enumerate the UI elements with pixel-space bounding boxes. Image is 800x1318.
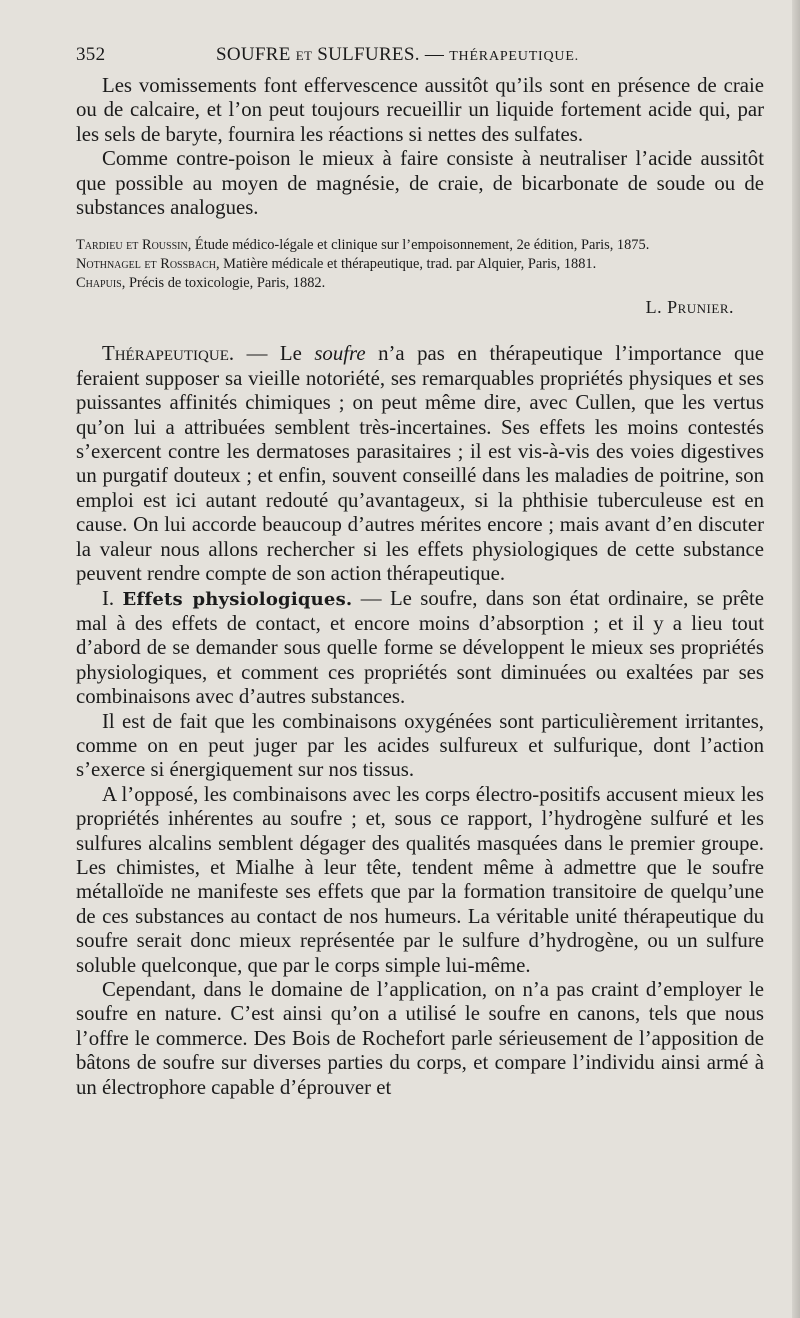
- paragraph: Il est de fait que les combinaisons oxygénées sont particulièrement irritantes, comme on en peut juger par les acides sulfureux et sulfurique, dont l’action s’exerce si énergiquement sur nos tissus.: [76, 709, 764, 782]
- paragraph-body: n’a pas en thérapeutique l’importance que feraient supposer sa vieille notoriété, ses remarquables propriétés physiques et ses puissantes affinités chimiques ; on peut même dire, avec Cullen, que les vertus qu’on lui a attribuées semblent très-incertaines. Ses effets les moins contestés s’exercent contre les dermatoses parasitaires ; il est vis-à-vis des voies digestives un purgatif douteux ; et enfin, souvent conseillé dans les maladies de poitrine, son emploi est ici autant redouté qu’avantageux, si la phthisie tuberculeuse est en cause. On lui accorde beaucoup d’autres mérites encore ; mais avant d’en discuter la valeur nous allons rechercher si les effets physiologiques de cette substance peuvent rendre compte de son action thérapeutique.: [76, 342, 765, 586]
- paragraph-body: — Le soufre, dans son état ordinaire, se prête mal à des effets de contact, et encore moins d’absorption ; et il y a lieu tout d’abord de se demander sous quelle forme se développent le mieux ses propriétés physiologiques, et comment ces propriétés sont diminuées ou exaltées par ses combinaisons avec d’autres substances.: [76, 586, 764, 709]
- reference-authors: Nothnagel et Rossbach,: [76, 256, 220, 273]
- running-subtitle: THÉRAPEUTIQUE.: [449, 49, 579, 64]
- reference-text: Matière médicale et thérapeutique, trad. par Alquier, Paris, 1881.: [223, 256, 597, 273]
- reference-authors: Chapuis,: [76, 275, 126, 292]
- reference-text: Étude médico-légale et clinique sur l’empoisonnement, 2e édition, Paris, 1875.: [194, 237, 650, 254]
- title-conjunction: ET: [295, 48, 313, 63]
- page-edge-shadow: [792, 0, 800, 1318]
- subsection-number: I.: [102, 586, 115, 610]
- reference-item: [76, 236, 764, 255]
- paragraph: Comme contre-poison le mieux à faire consiste à neutraliser l’acide aussitôt que possible au moyen de magnésie, de craie, de bicarbonate de soude ou de substances analogues.: [76, 147, 764, 220]
- paragraph: Cependant, dans le domaine de l’application, on n’a pas craint d’employer le soufre en nature. C’est ainsi qu’on a utilisé le soufre en canons, tels que nous l’offre le commerce. Des Bois de Rochefort parle sérieusement de l’apposition de bâtons de soufre sur diverses parties du corps, et compare l’individu ainsi armé à un électrophore capable d’éprouver et: [76, 978, 764, 1099]
- running-title: [216, 44, 579, 66]
- section-lead: Thérapeutique.: [102, 342, 235, 366]
- bibliography: [76, 236, 764, 293]
- italic-term: soufre: [314, 342, 366, 366]
- intro-text: [76, 74, 764, 220]
- reference-item: [76, 255, 764, 274]
- paragraph: Les vomissements font effervescence aussitôt qu’ils sont en présence de craie ou de calcaire, et l’on peut toujours recueillir un liquide fortement acide qui, par les sels de baryte, fournira les réactions si nettes des sulfates.: [76, 74, 764, 146]
- paragraph: [76, 342, 764, 586]
- reference-authors: Tardieu et Roussin,: [76, 237, 192, 254]
- title-part-b: SULFURES.: [317, 44, 420, 65]
- subsection-heading: Effets physiologiques.: [122, 588, 353, 610]
- reference-item: [76, 274, 764, 293]
- reference-text: Précis de toxicologie, Paris, 1882.: [128, 275, 326, 292]
- title-dash: —: [424, 44, 445, 65]
- running-header: [76, 40, 764, 74]
- author-signature: L. Prunier.: [645, 297, 734, 318]
- lead-dash: — Le: [246, 342, 302, 366]
- page-number: 352: [76, 44, 106, 65]
- paragraph: A l’opposé, les combinaisons avec les corps électro-positifs accusent mieux les propriétés inhérentes au soufre ; et, sous ce rapport, l’hydrogène sulfuré et les sulfures alcalins semblent dégager des qualités masquées dans le premier groupe. Les chimistes, et Mialhe à leur tête, tendent même à admettre que le soufre métalloïde ne manifeste ses effets que par la formation transitoire de quelqu’une de ces substances au contact de nos humeurs. La véritable unité thérapeutique du soufre serait donc mieux représentée par le sulfure d’hydrogène, ou un sulfure soluble quelconque, que par le corps simple lui-même.: [76, 782, 764, 977]
- paragraph: [76, 587, 764, 710]
- title-part-a: SOUFRE: [216, 44, 291, 65]
- therapeutique-section: [76, 342, 764, 1100]
